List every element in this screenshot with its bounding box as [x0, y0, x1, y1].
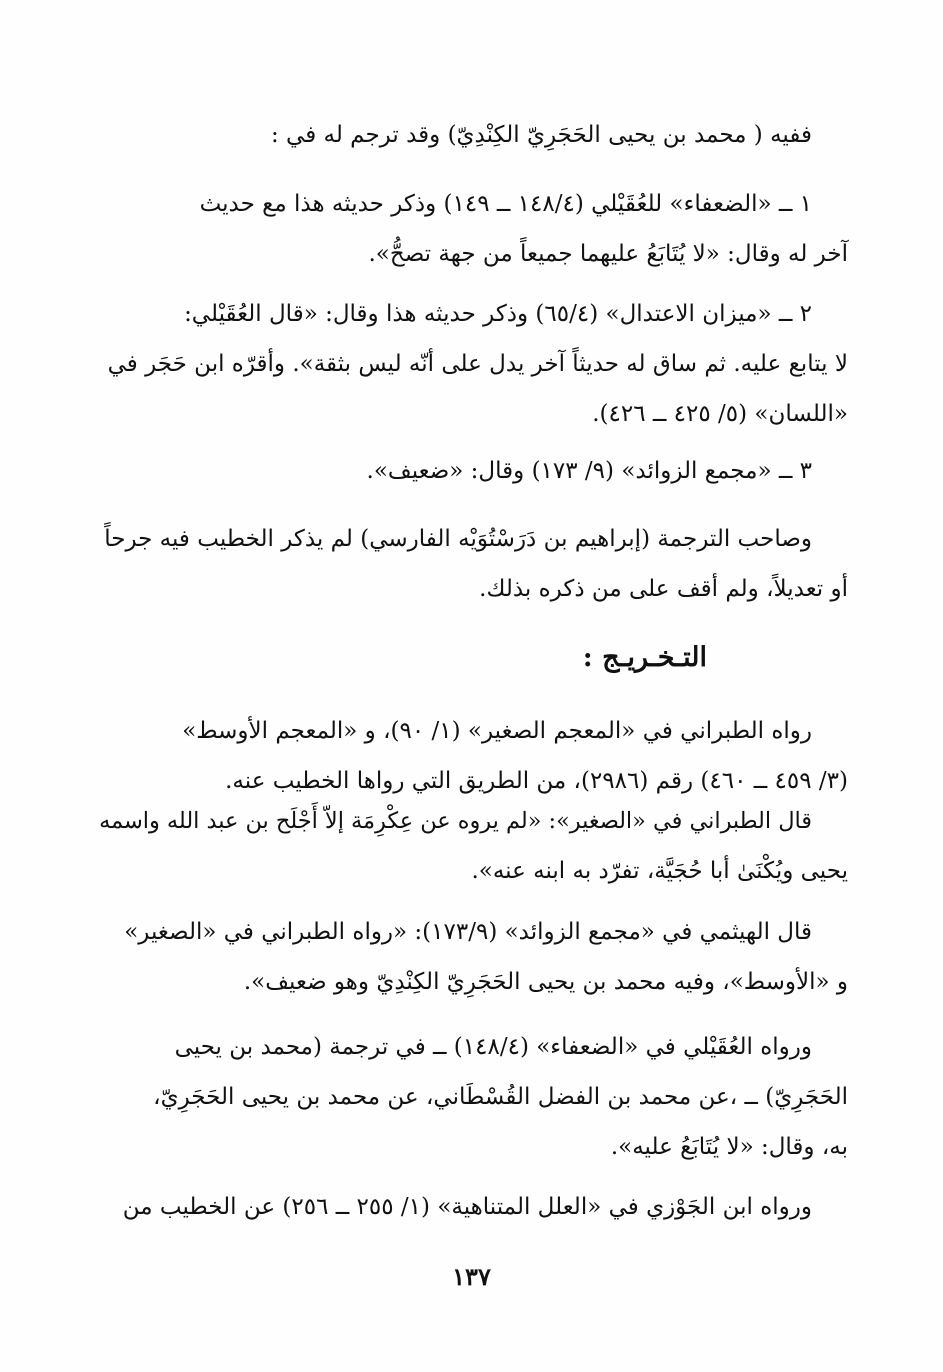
- paragraph-reference-3: [96, 446, 848, 496]
- text-line: ٣ ــ «مجمع الزوائد» (٩/ ١٧٣) وقال: «ضعيف».: [366, 458, 812, 484]
- paragraph-intro: [96, 110, 848, 160]
- text-line: (٣/ ٤٥٩ ــ ٤٦٠) رقم (٢٩٨٦)، من الطريق التي رواها الخطيب عنه.: [225, 768, 848, 794]
- text-line: ٢ ــ «ميزان الاعتدال» (٦٥/٤) وذكر حديثه هذا وقال: «قال العُقَيْلي:: [184, 301, 812, 327]
- text-line: قال الهيثمي في «مجمع الزوائد» (١٧٣/٩): «رواه الطبراني في «الصغير»: [124, 919, 812, 945]
- text-line: ففيه ( محمد بن يحيى الحَجَرِيّ الكِنْدِيّ) وقد ترجم له في :: [270, 122, 812, 148]
- text-line: قال الطبراني في «الصغير»: «لم يروه عن عِكْرِمَة إلاّ أَجْلَح بن عبد الله واسمه: [99, 808, 812, 834]
- paragraph-reference-2: [96, 289, 848, 439]
- paragraph-ibn-jawzi: [96, 1182, 848, 1232]
- text-line: أو تعديلاً، ولم أقف على من ذكره بذلك.: [479, 576, 848, 602]
- paragraph-tabarani: [96, 706, 848, 806]
- text-line: الحَجَرِيّ) ــ ،عن محمد بن الفضل القُسْطَاني، عن محمد بن يحيى الحَجَرِيّ،: [153, 1084, 848, 1110]
- page-number: ١٣٧: [452, 1262, 491, 1291]
- text-line: «اللسان» (٥/ ٤٢٥ ــ ٤٢٦).: [592, 401, 848, 427]
- text-line: ١ ــ «الضعفاء» للعُقَيْلي (١٤٨/٤ ــ ١٤٩) وذكر حديثه هذا مع حديث: [199, 191, 812, 217]
- paragraph-translation-note: [96, 514, 848, 614]
- text-line: آخر له وقال: «لا يُتَابَعُ عليهما جميعاً من جهة تصحُّ».: [368, 241, 848, 267]
- text-line: يحيى ويُكْنَىٰ أبا حُجَيَّة، تفرّد به ابنه عنه».: [471, 858, 848, 884]
- section-heading: التـخـريـج :: [582, 642, 707, 673]
- text-line: رواه الطبراني في «المعجم الصغير» (١/ ٩٠)، و «المعجم الأوسط»: [182, 718, 812, 744]
- paragraph-reference-1: [96, 179, 848, 279]
- text-line: وصاحب الترجمة (إبراهيم بن دَرَسْتُوَيْه الفارسي) لم يذكر الخطيب فيه جرحاً: [104, 526, 812, 552]
- text-line: ورواه ابن الجَوْزي في «العلل المتناهية» (١/ ٢٥٥ ــ ٢٥٦) عن الخطيب من: [122, 1194, 812, 1220]
- paragraph-uqayli: [96, 1022, 848, 1172]
- text-line: و «الأوسط»، وفيه محمد بن يحيى الحَجَرِيّ الكِنْدِيّ وهو ضعيف».: [243, 969, 848, 995]
- text-line: به، وقال: «لا يُتَابَعُ عليه».: [610, 1134, 848, 1160]
- paragraph-haythami: [96, 907, 848, 1007]
- text-line: لا يتابع عليه. ثم ساق له حديثاً آخر يدل على أنّه ليس بثقة». وأقرّه ابن حَجَر في: [107, 351, 848, 377]
- text-line: ورواه العُقَيْلي في «الضعفاء» (١٤٨/٤) ــ في ترجمة (محمد بن يحيى: [174, 1034, 812, 1060]
- paragraph-tabarani-quote: [96, 796, 848, 896]
